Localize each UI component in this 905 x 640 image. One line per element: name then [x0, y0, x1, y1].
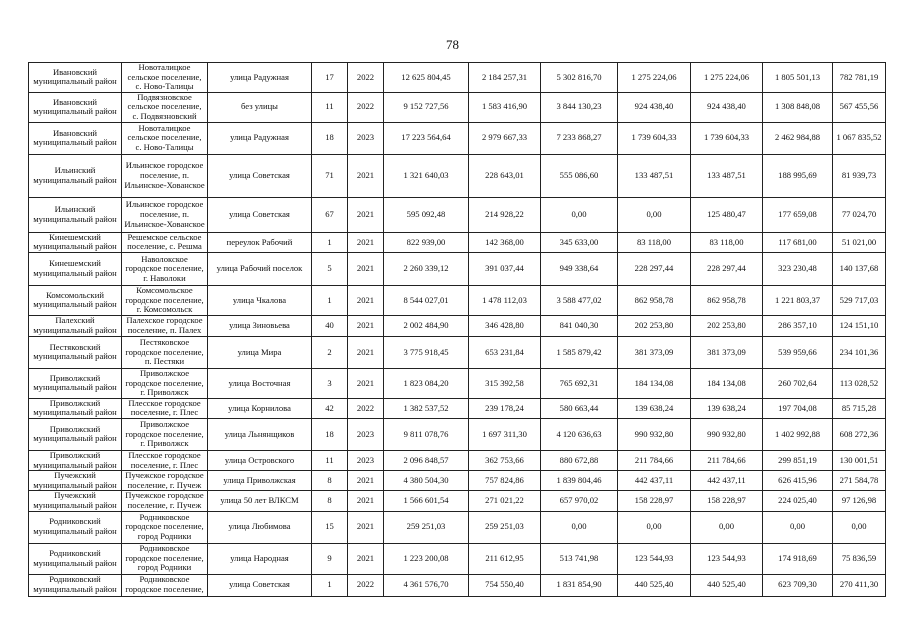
cell-cost-col-4: 990 932,80 [618, 418, 691, 450]
cell-house-number: 67 [312, 197, 348, 232]
cell-street: улица Чкалова [208, 285, 312, 315]
cell-cost-col-4: 158 228,97 [618, 491, 691, 511]
cell-cost-col-2: 1 697 311,30 [469, 418, 541, 450]
cell-cost-col-5: 1 275 224,06 [691, 63, 763, 93]
cell-cost-col-7: 85 715,28 [833, 398, 886, 418]
cell-cost-col-3: 0,00 [541, 511, 618, 543]
cell-district: Комсомольский муниципальный район [29, 285, 122, 315]
cell-house-number: 8 [312, 491, 348, 511]
cell-total-cost: 259 251,03 [384, 511, 469, 543]
cell-district: Пучежский муниципальный район [29, 471, 122, 491]
cell-cost-col-6: 626 415,96 [763, 471, 833, 491]
cell-cost-col-4: 211 784,66 [618, 450, 691, 470]
cell-cost-col-3: 580 663,44 [541, 398, 618, 418]
cell-settlement: Пучежское городское поселение, г. Пучеж [122, 471, 208, 491]
cell-cost-col-2: 1 478 112,03 [469, 285, 541, 315]
cell-year: 2021 [348, 285, 384, 315]
cell-district: Ильинский муниципальный район [29, 154, 122, 197]
cell-house-number: 17 [312, 63, 348, 93]
cell-total-cost: 1 321 640,03 [384, 154, 469, 197]
cell-district: Родниковский муниципальный район [29, 574, 122, 596]
cell-cost-col-5: 0,00 [691, 511, 763, 543]
cell-cost-col-7: 97 126,98 [833, 491, 886, 511]
cell-street: улица Корнилова [208, 398, 312, 418]
cell-cost-col-7: 0,00 [833, 511, 886, 543]
cell-cost-col-5: 990 932,80 [691, 418, 763, 450]
cell-street: улица Островского [208, 450, 312, 470]
cell-district: Палехский муниципальный район [29, 315, 122, 336]
cell-total-cost: 822 939,00 [384, 232, 469, 252]
cell-cost-col-4: 442 437,11 [618, 471, 691, 491]
cell-cost-col-4: 0,00 [618, 511, 691, 543]
table-row [29, 450, 886, 470]
cell-settlement: Пестяковское городское поселение, п. Пестяки [122, 336, 208, 368]
cell-cost-col-5: 924 438,40 [691, 92, 763, 122]
cell-street: улица Приволжская [208, 471, 312, 491]
cell-cost-col-6: 197 704,08 [763, 398, 833, 418]
cell-settlement: Родниковское городское поселение, город Родники [122, 543, 208, 574]
cell-cost-col-3: 513 741,98 [541, 543, 618, 574]
cell-cost-col-3: 5 302 816,70 [541, 63, 618, 93]
cell-year: 2021 [348, 315, 384, 336]
page-number: 78 [446, 37, 459, 52]
cell-cost-col-7: 81 939,73 [833, 154, 886, 197]
cell-district: Пучежский муниципальный район [29, 491, 122, 511]
cell-year: 2021 [348, 368, 384, 398]
cell-cost-col-2: 362 753,66 [469, 450, 541, 470]
cell-cost-col-7: 608 272,36 [833, 418, 886, 450]
cell-year: 2021 [348, 471, 384, 491]
cell-year: 2021 [348, 154, 384, 197]
cell-street: без улицы [208, 92, 312, 122]
cell-cost-col-7: 113 028,52 [833, 368, 886, 398]
cell-cost-col-4: 133 487,51 [618, 154, 691, 197]
cell-cost-col-7: 77 024,70 [833, 197, 886, 232]
cell-cost-col-5: 381 373,09 [691, 336, 763, 368]
table-row [29, 63, 886, 93]
cell-settlement: Плесское городское поселение, г. Плес [122, 450, 208, 470]
cell-cost-col-2: 239 178,24 [469, 398, 541, 418]
cell-settlement: Новоталицкое сельское поселение, с. Ново-Талицы [122, 122, 208, 154]
cell-settlement: Новоталицкое сельское поселение, с. Ново-Талицы [122, 63, 208, 93]
cell-cost-col-2: 214 928,22 [469, 197, 541, 232]
cell-cost-col-5: 133 487,51 [691, 154, 763, 197]
cell-cost-col-7: 1 067 835,52 [833, 122, 886, 154]
cell-settlement: Приволжское городское поселение, г. Приволжск [122, 418, 208, 450]
cell-street: улица Льнянщиков [208, 418, 312, 450]
cell-cost-col-2: 391 037,44 [469, 252, 541, 285]
cell-house-number: 1 [312, 574, 348, 596]
table-row [29, 122, 886, 154]
cell-cost-col-4: 924 438,40 [618, 92, 691, 122]
cell-year: 2021 [348, 511, 384, 543]
cell-cost-col-4: 862 958,78 [618, 285, 691, 315]
cell-total-cost: 2 260 339,12 [384, 252, 469, 285]
cell-cost-col-3: 1 839 804,46 [541, 471, 618, 491]
cell-cost-col-7: 234 101,36 [833, 336, 886, 368]
table-row [29, 285, 886, 315]
cell-settlement: Пучежское городское поселение, г. Пучеж [122, 491, 208, 511]
cell-cost-col-4: 139 638,24 [618, 398, 691, 418]
cell-year: 2022 [348, 63, 384, 93]
cell-house-number: 11 [312, 92, 348, 122]
cell-total-cost: 9 811 078,76 [384, 418, 469, 450]
cell-house-number: 40 [312, 315, 348, 336]
cell-year: 2022 [348, 574, 384, 596]
cell-district: Приволжский муниципальный район [29, 418, 122, 450]
cell-cost-col-6: 177 659,08 [763, 197, 833, 232]
table-row [29, 197, 886, 232]
table-row [29, 491, 886, 511]
cell-year: 2021 [348, 252, 384, 285]
cell-cost-col-3: 555 086,60 [541, 154, 618, 197]
cell-year: 2023 [348, 418, 384, 450]
cell-cost-col-4: 1 275 224,06 [618, 63, 691, 93]
cell-cost-col-6: 224 025,40 [763, 491, 833, 511]
cell-cost-col-5: 125 480,47 [691, 197, 763, 232]
cell-cost-col-5: 139 638,24 [691, 398, 763, 418]
cell-street: переулок Рабочий [208, 232, 312, 252]
cell-cost-col-3: 1 585 879,42 [541, 336, 618, 368]
table-row [29, 543, 886, 574]
cell-cost-col-5: 228 297,44 [691, 252, 763, 285]
cell-street: улица Советская [208, 197, 312, 232]
cell-cost-col-4: 123 544,93 [618, 543, 691, 574]
cell-total-cost: 1 382 537,52 [384, 398, 469, 418]
cell-cost-col-5: 1 739 604,33 [691, 122, 763, 154]
cell-house-number: 3 [312, 368, 348, 398]
cell-cost-col-2: 1 583 416,90 [469, 92, 541, 122]
cell-settlement: Приволжское городское поселение, г. Приволжск [122, 368, 208, 398]
cell-house-number: 11 [312, 450, 348, 470]
cell-house-number: 8 [312, 471, 348, 491]
cell-street: улица Советская [208, 154, 312, 197]
cell-house-number: 71 [312, 154, 348, 197]
cell-cost-col-3: 0,00 [541, 197, 618, 232]
cell-house-number: 9 [312, 543, 348, 574]
table-row [29, 574, 886, 596]
cell-cost-col-3: 345 633,00 [541, 232, 618, 252]
cell-cost-col-6: 323 230,48 [763, 252, 833, 285]
cell-cost-col-6: 188 995,69 [763, 154, 833, 197]
cell-settlement: Подвязновское сельское поселение, с. Подвязновский [122, 92, 208, 122]
table-row [29, 252, 886, 285]
cell-cost-col-5: 184 134,08 [691, 368, 763, 398]
cell-street: улица Зиновьева [208, 315, 312, 336]
table-row [29, 232, 886, 252]
cell-year: 2022 [348, 398, 384, 418]
cell-cost-col-2: 653 231,84 [469, 336, 541, 368]
cell-cost-col-3: 7 233 868,27 [541, 122, 618, 154]
cell-year: 2021 [348, 232, 384, 252]
cell-cost-col-2: 259 251,03 [469, 511, 541, 543]
cell-year: 2022 [348, 92, 384, 122]
cell-cost-col-6: 1 308 848,08 [763, 92, 833, 122]
cell-cost-col-7: 271 584,78 [833, 471, 886, 491]
cell-cost-col-5: 202 253,80 [691, 315, 763, 336]
cell-total-cost: 4 380 504,30 [384, 471, 469, 491]
cell-cost-col-5: 123 544,93 [691, 543, 763, 574]
cell-cost-col-7: 567 455,56 [833, 92, 886, 122]
cell-district: Родниковский муниципальный район [29, 543, 122, 574]
cell-cost-col-2: 757 824,86 [469, 471, 541, 491]
cell-cost-col-2: 315 392,58 [469, 368, 541, 398]
cell-year: 2021 [348, 491, 384, 511]
cell-cost-col-4: 1 739 604,33 [618, 122, 691, 154]
cell-cost-col-2: 271 021,22 [469, 491, 541, 511]
table-row [29, 471, 886, 491]
cell-settlement: Решемское сельское поселение, с. Решма [122, 232, 208, 252]
table-row [29, 315, 886, 336]
cell-street: улица Советская [208, 574, 312, 596]
cell-cost-col-5: 862 958,78 [691, 285, 763, 315]
cell-district: Родниковский муниципальный район [29, 511, 122, 543]
cell-settlement: Ильинское городское поселение, п. Ильинское-Хованское [122, 154, 208, 197]
cell-cost-col-5: 211 784,66 [691, 450, 763, 470]
cell-cost-col-3: 880 672,88 [541, 450, 618, 470]
cell-cost-col-7: 782 781,19 [833, 63, 886, 93]
cell-settlement: Ильинское городское поселение, п. Ильинское-Хованское [122, 197, 208, 232]
cell-cost-col-7: 270 411,30 [833, 574, 886, 596]
table-row [29, 92, 886, 122]
cell-year: 2021 [348, 336, 384, 368]
cell-house-number: 15 [312, 511, 348, 543]
cell-cost-col-3: 3 588 477,02 [541, 285, 618, 315]
cell-year: 2021 [348, 197, 384, 232]
cell-cost-col-3: 841 040,30 [541, 315, 618, 336]
cell-cost-col-4: 83 118,00 [618, 232, 691, 252]
cell-street: улица Рабочий поселок [208, 252, 312, 285]
cell-total-cost: 8 544 027,01 [384, 285, 469, 315]
cell-settlement: Комсомольское городское поселение, г. Комсомольск [122, 285, 208, 315]
cell-house-number: 42 [312, 398, 348, 418]
cell-cost-col-6: 1 221 803,37 [763, 285, 833, 315]
table-row [29, 336, 886, 368]
cell-street: улица Восточная [208, 368, 312, 398]
cell-cost-col-5: 442 437,11 [691, 471, 763, 491]
cell-cost-col-7: 529 717,03 [833, 285, 886, 315]
cell-district: Ивановский муниципальный район [29, 63, 122, 93]
cell-cost-col-6: 2 462 984,88 [763, 122, 833, 154]
cell-street: улица Радужная [208, 122, 312, 154]
table-row [29, 368, 886, 398]
cell-cost-col-3: 949 338,64 [541, 252, 618, 285]
cell-cost-col-7: 124 151,10 [833, 315, 886, 336]
cell-settlement: Родниковское городское поселение, [122, 574, 208, 596]
cell-settlement: Родниковское городское поселение, город Родники [122, 511, 208, 543]
cell-total-cost: 17 223 564,64 [384, 122, 469, 154]
cell-cost-col-2: 2 979 667,33 [469, 122, 541, 154]
cell-house-number: 2 [312, 336, 348, 368]
cell-cost-col-2: 346 428,80 [469, 315, 541, 336]
cell-cost-col-6: 1 805 501,13 [763, 63, 833, 93]
cell-cost-col-6: 1 402 992,88 [763, 418, 833, 450]
cell-street: улица Любимова [208, 511, 312, 543]
cell-street: улица Радужная [208, 63, 312, 93]
cell-cost-col-2: 211 612,95 [469, 543, 541, 574]
cell-cost-col-3: 4 120 636,63 [541, 418, 618, 450]
cell-cost-col-2: 228 643,01 [469, 154, 541, 197]
cell-cost-col-5: 83 118,00 [691, 232, 763, 252]
cell-cost-col-7: 51 021,00 [833, 232, 886, 252]
cell-year: 2023 [348, 450, 384, 470]
cell-total-cost: 1 223 200,08 [384, 543, 469, 574]
cell-cost-col-7: 140 137,68 [833, 252, 886, 285]
cell-district: Приволжский муниципальный район [29, 398, 122, 418]
cell-cost-col-4: 228 297,44 [618, 252, 691, 285]
cell-cost-col-2: 2 184 257,31 [469, 63, 541, 93]
table-row [29, 418, 886, 450]
cell-cost-col-6: 623 709,30 [763, 574, 833, 596]
cell-total-cost: 4 361 576,70 [384, 574, 469, 596]
cell-cost-col-6: 117 681,00 [763, 232, 833, 252]
cell-cost-col-7: 75 836,59 [833, 543, 886, 574]
cell-cost-col-2: 142 368,00 [469, 232, 541, 252]
cell-district: Кинешемский муниципальный район [29, 252, 122, 285]
cell-street: улица Народная [208, 543, 312, 574]
cell-street: улица Мира [208, 336, 312, 368]
cell-settlement: Палехское городское поселение, п. Палех [122, 315, 208, 336]
cell-district: Ивановский муниципальный район [29, 122, 122, 154]
cell-cost-col-4: 184 134,08 [618, 368, 691, 398]
cell-cost-col-6: 174 918,69 [763, 543, 833, 574]
cell-cost-col-4: 440 525,40 [618, 574, 691, 596]
cell-house-number: 18 [312, 418, 348, 450]
cell-district: Кинешемский муниципальный район [29, 232, 122, 252]
cell-cost-col-6: 299 851,19 [763, 450, 833, 470]
cell-total-cost: 3 775 918,45 [384, 336, 469, 368]
cell-year: 2021 [348, 543, 384, 574]
housing-program-table [28, 62, 886, 597]
cell-year: 2023 [348, 122, 384, 154]
cell-district: Приволжский муниципальный район [29, 368, 122, 398]
cell-street: улица 50 лет ВЛКСМ [208, 491, 312, 511]
cell-cost-col-2: 754 550,40 [469, 574, 541, 596]
cell-district: Приволжский муниципальный район [29, 450, 122, 470]
cell-total-cost: 1 823 084,20 [384, 368, 469, 398]
cell-total-cost: 2 002 484,90 [384, 315, 469, 336]
cell-total-cost: 1 566 601,54 [384, 491, 469, 511]
cell-district: Ильинский муниципальный район [29, 197, 122, 232]
cell-settlement: Наволокское городское поселение, г. Наволоки [122, 252, 208, 285]
cell-cost-col-6: 260 702,64 [763, 368, 833, 398]
cell-house-number: 1 [312, 232, 348, 252]
cell-house-number: 18 [312, 122, 348, 154]
cell-cost-col-3: 3 844 130,23 [541, 92, 618, 122]
cell-cost-col-3: 765 692,31 [541, 368, 618, 398]
cell-cost-col-3: 657 970,02 [541, 491, 618, 511]
cell-cost-col-4: 0,00 [618, 197, 691, 232]
cell-total-cost: 12 625 804,45 [384, 63, 469, 93]
cell-house-number: 5 [312, 252, 348, 285]
cell-cost-col-6: 539 959,66 [763, 336, 833, 368]
cell-district: Ивановский муниципальный район [29, 92, 122, 122]
cell-cost-col-4: 202 253,80 [618, 315, 691, 336]
cell-cost-col-6: 286 357,10 [763, 315, 833, 336]
cell-house-number: 1 [312, 285, 348, 315]
cell-cost-col-5: 158 228,97 [691, 491, 763, 511]
cell-cost-col-4: 381 373,09 [618, 336, 691, 368]
cell-total-cost: 2 096 848,57 [384, 450, 469, 470]
table-row [29, 154, 886, 197]
table-row [29, 511, 886, 543]
cell-district: Пестяковский муниципальный район [29, 336, 122, 368]
cell-settlement: Плесское городское поселение, г. Плес [122, 398, 208, 418]
cell-total-cost: 9 152 727,56 [384, 92, 469, 122]
table-row [29, 398, 886, 418]
cell-cost-col-3: 1 831 854,90 [541, 574, 618, 596]
cell-total-cost: 595 092,48 [384, 197, 469, 232]
cell-cost-col-7: 130 001,51 [833, 450, 886, 470]
cell-cost-col-6: 0,00 [763, 511, 833, 543]
cell-cost-col-5: 440 525,40 [691, 574, 763, 596]
